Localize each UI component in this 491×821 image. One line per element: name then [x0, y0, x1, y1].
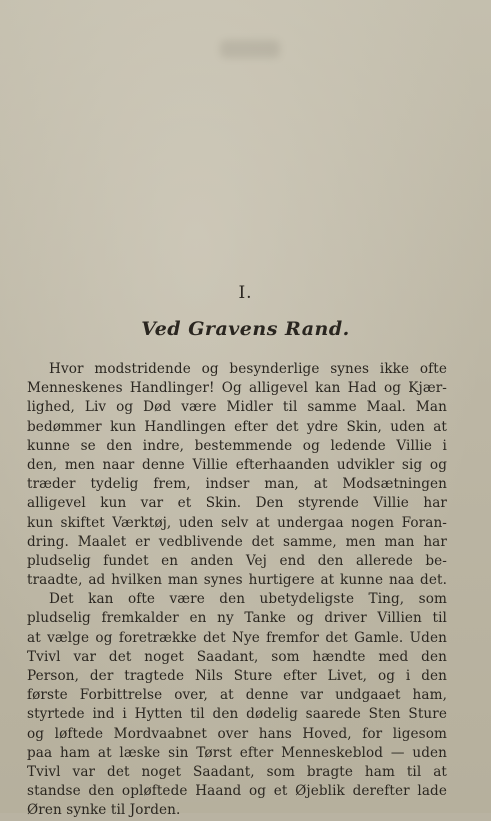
text-line: Menneskenes Handlinger! Og alligevel kan Had og Kjær- — [27, 380, 447, 397]
chapter-body — [27, 360, 447, 821]
text-line: træder tydelig frem, indser man, at Modsætningen — [27, 476, 447, 493]
text-line: traadte, ad hvilken man synes hurtigere at kunne naa det. — [27, 572, 447, 589]
text-line: Tvivl var det noget Saadant, som bragte ham til at — [27, 763, 447, 780]
text-line: pludselig fundet en anden Vej end den allerede be- — [27, 552, 447, 569]
text-line: alligevel kun var et Skin. Den styrende Villie har — [27, 495, 447, 512]
text-line: paa ham at læske sin Tørst efter Menneskeblod — uden — [27, 744, 447, 761]
text-line: den, men naar denne Villie efterhaanden udvikler sig og — [27, 456, 447, 473]
text-line: lighed, Liv og Død være Midler til samme Maal. Man — [27, 399, 447, 416]
text-line: kunne se den indre, bestemmende og ledende Villie i — [27, 437, 447, 454]
text-line: Det kan ofte være den ubetydeligste Ting, som — [49, 591, 447, 608]
text-line: Hvor modstridende og besynderlige synes ikke ofte — [49, 361, 447, 377]
text-line: Tvivl var det noget Saadant, som hændte med den — [27, 648, 447, 665]
chapter-number: I. — [238, 283, 253, 303]
text-line: pludselig fremkalder en ny Tanke og driver Villien til — [27, 610, 447, 627]
text-line: dring. Maalet er vedblivende det samme, men man har — [27, 533, 447, 550]
show-through-page-number — [220, 40, 280, 58]
text-line: bedømmer kun Handlingen efter det ydre Skin, uden at — [27, 418, 447, 435]
text-line: standse den opløftede Haand og et Øjeblik derefter lade — [27, 783, 447, 800]
chapter-title: Ved Gravens Rand. — [141, 318, 350, 340]
text-line: og løftede Mordvaabnet over hans Hoved, for ligesom — [27, 725, 447, 742]
text-line: kun skiftet Værktøj, uden selv at undergaa nogen Foran- — [27, 514, 447, 531]
text-line: styrtede ind i Hytten til den dødelig saarede Sten Sture — [27, 706, 447, 723]
text-line: første Forbittrelse over, at denne var undgaaet ham, — [27, 687, 447, 704]
text-line: Person, der tragtede Nils Sture efter Livet, og i den — [27, 668, 447, 684]
text-line: Øren synke til Jorden. — [27, 802, 181, 819]
text-line: at vælge og foretrække det Nye fremfor det Gamle. Uden — [27, 629, 447, 646]
